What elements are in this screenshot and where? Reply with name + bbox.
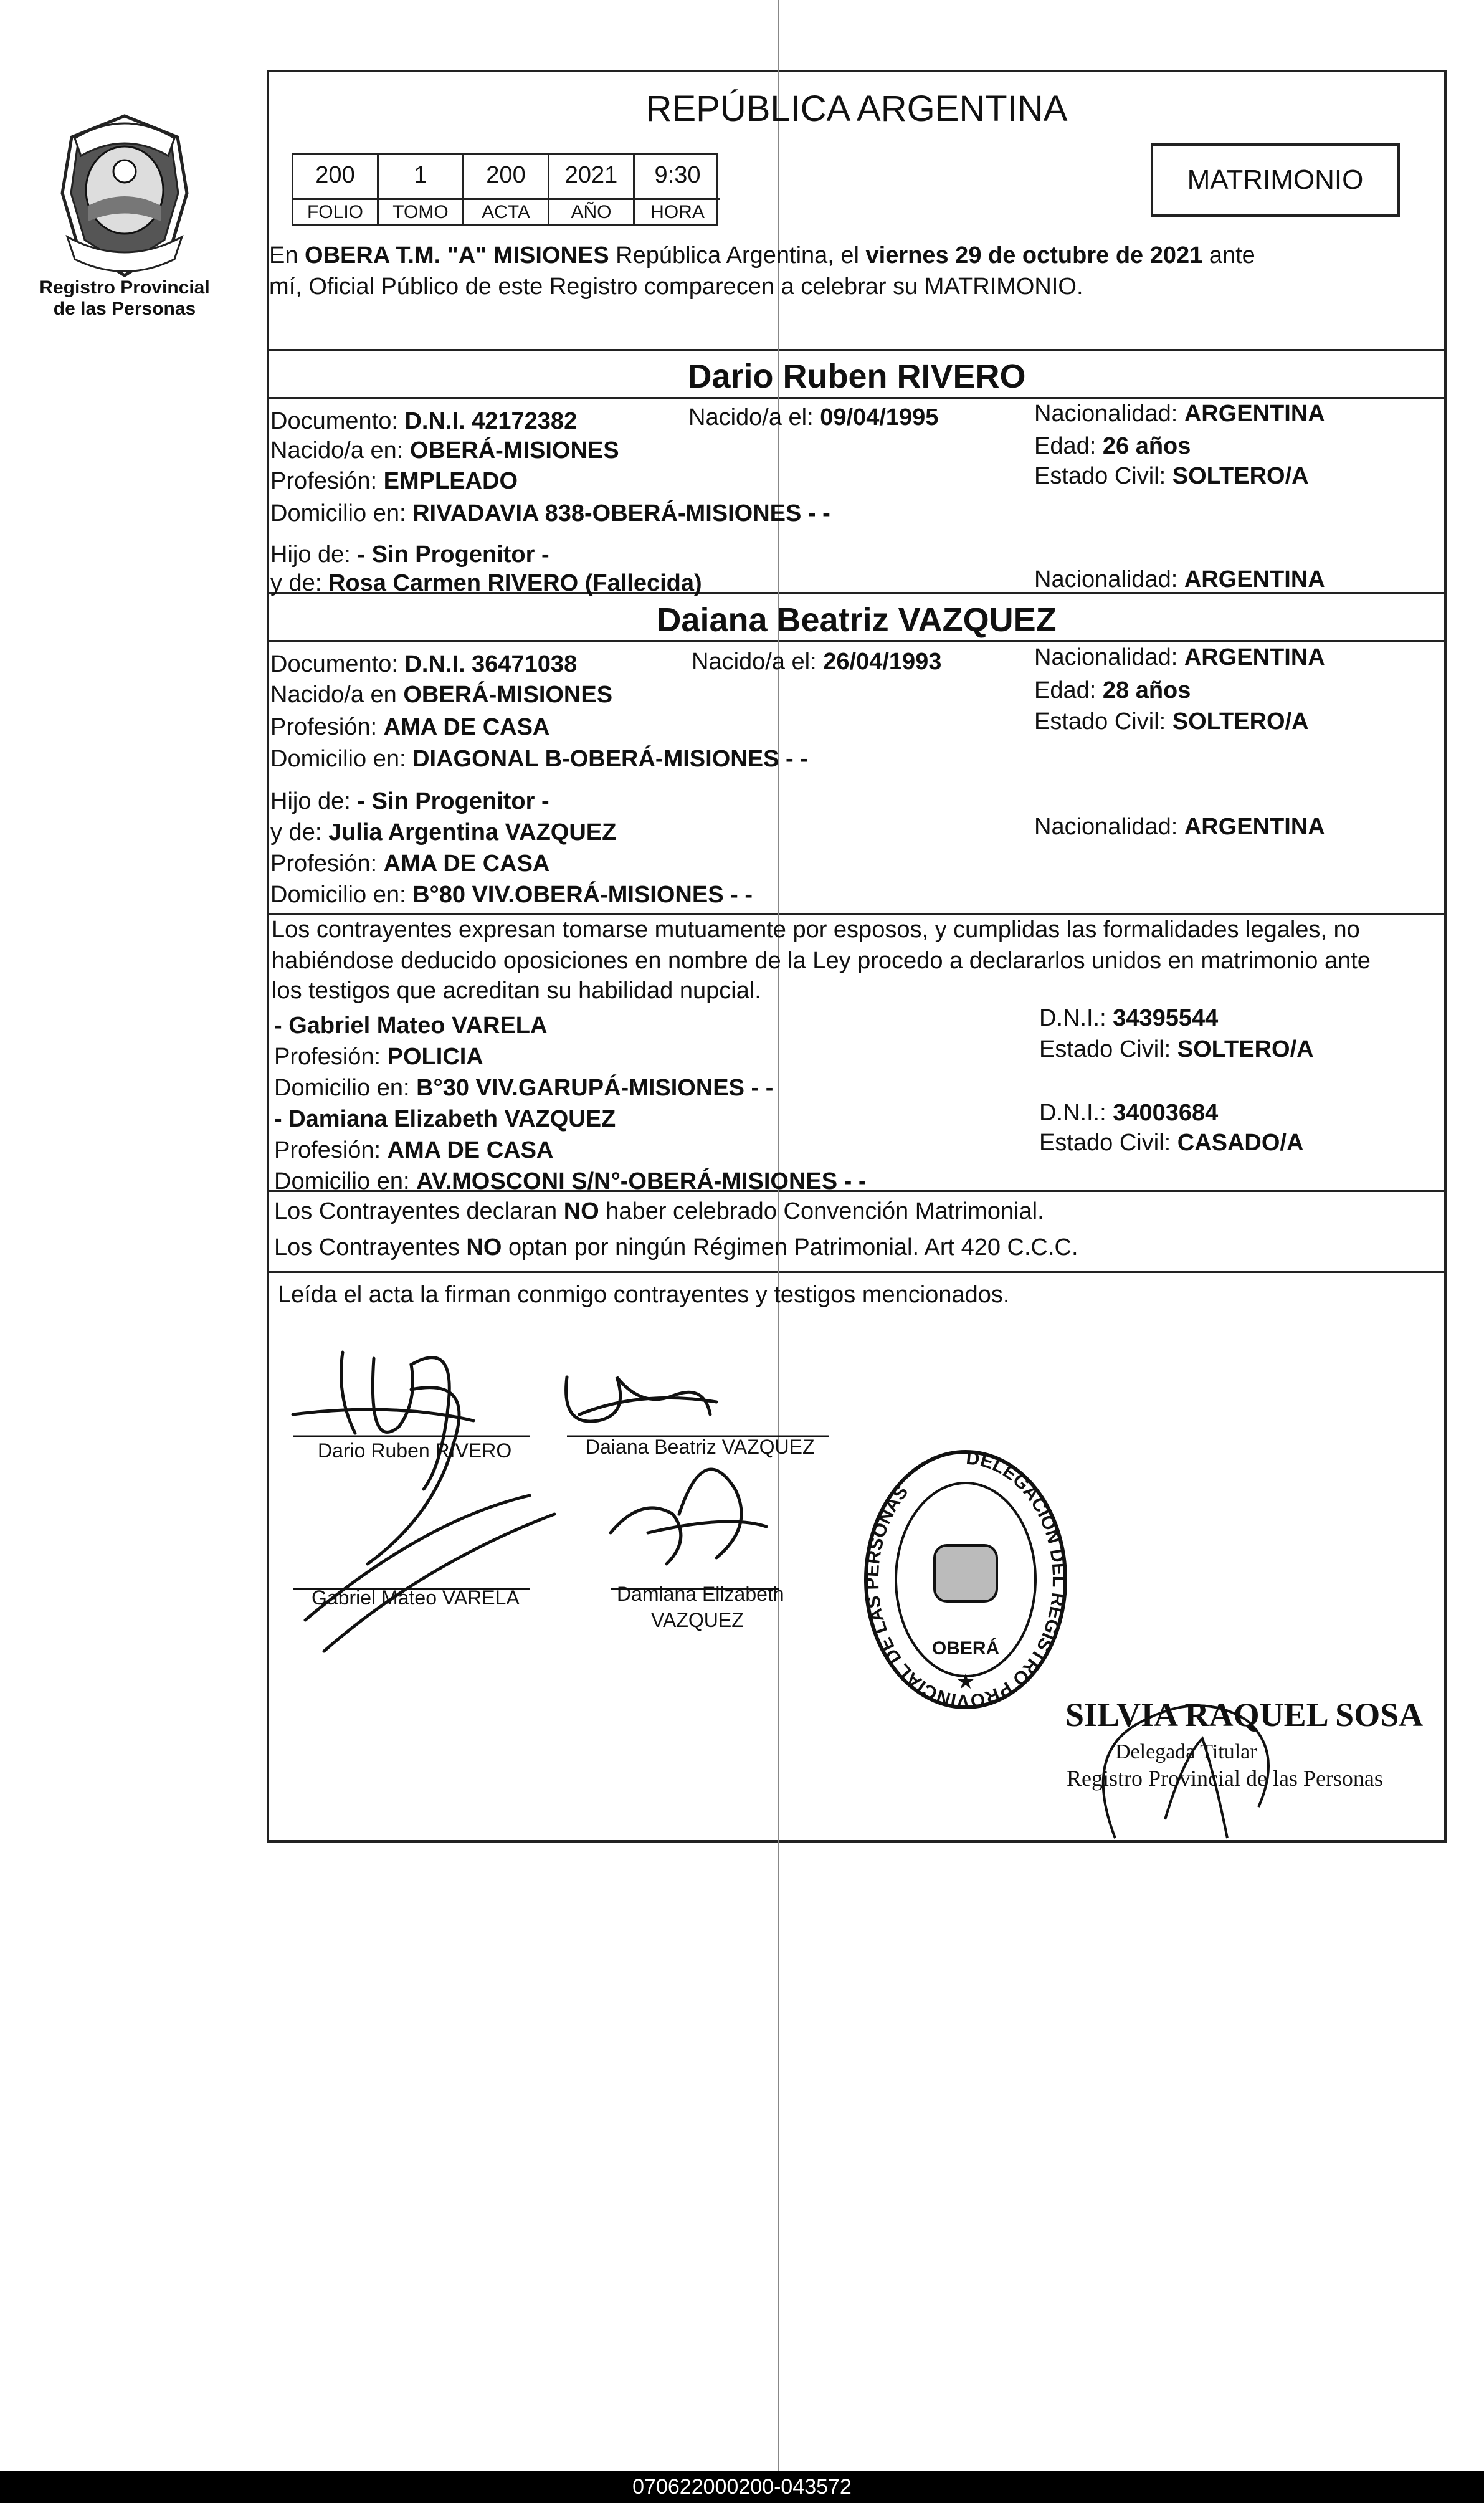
label: Nacionalidad:: [1034, 401, 1184, 427]
divider: [267, 1271, 1447, 1273]
value: AMA DE CASA: [383, 714, 550, 740]
declaration-line1: Los contrayentes expresan tomarse mutuamente por esposos, y cumplidas las formalidades legales, no: [272, 917, 1360, 943]
spouse2-domicilio2: [270, 881, 753, 908]
value: ARGENTINA: [1184, 814, 1325, 840]
value: ARGENTINA: [1184, 566, 1325, 593]
value: D.N.I. 42172382: [404, 408, 578, 434]
spouse2-documento: [270, 651, 577, 678]
spouse2-profesion2: [270, 850, 549, 877]
value: D.N.I. 36471038: [404, 651, 578, 677]
registry-cell-hora: [635, 155, 720, 224]
spouse1-hijo: [270, 541, 549, 568]
registry-cell-tomo: [379, 155, 464, 224]
divider: [267, 397, 1447, 399]
text: Los Contrayentes: [274, 1234, 467, 1261]
star-icon: ★: [956, 1669, 976, 1694]
spouse2-profesion: [270, 713, 549, 741]
label: Estado Civil:: [1034, 463, 1172, 489]
label: Estado Civil:: [1039, 1130, 1177, 1156]
label: Edad:: [1034, 677, 1103, 703]
official-name: SILVIA RAQUEL SOSA: [1065, 1696, 1424, 1733]
witness2-name: - Damiana Elizabeth VAZQUEZ: [274, 1106, 616, 1132]
witness2-estado: [1039, 1129, 1303, 1156]
registry-cell-folio: [293, 155, 379, 224]
label: Profesión:: [270, 714, 384, 740]
witness2-dni: [1039, 1099, 1218, 1127]
no: NO: [466, 1234, 502, 1261]
label: Domicilio en:: [274, 1075, 417, 1101]
registry-tomo-label: TOMO: [379, 198, 462, 224]
spouse2-domicilio: [270, 745, 808, 773]
value: 34395544: [1113, 1005, 1219, 1031]
witness1-domicilio: [274, 1074, 773, 1102]
text: Los Contrayentes declaran: [274, 1198, 564, 1224]
label: Domicilio en:: [274, 1168, 417, 1194]
spouse1-nacionalidad: [1034, 400, 1325, 427]
label: Estado Civil:: [1034, 708, 1172, 735]
divider: [267, 349, 1447, 351]
label: Documento:: [270, 408, 405, 434]
value: 09/04/1995: [820, 404, 939, 431]
value: 34003684: [1113, 1100, 1219, 1126]
spouse2-nacido-en: [270, 681, 612, 708]
value: 26 años: [1102, 433, 1191, 459]
signature-label-witness1: Gabriel Mateo VARELA: [312, 1586, 520, 1609]
declaration-line3: los testigos que acreditan su habilidad nupcial.: [272, 978, 761, 1004]
stamp-center-text: OBERÁ: [931, 1638, 1000, 1659]
label: Domicilio en:: [270, 882, 413, 908]
value: SOLTERO/A: [1172, 708, 1309, 735]
spouse1-nacido-el: [688, 404, 938, 431]
spouse2-y-de: [270, 819, 616, 846]
label: Nacionalidad:: [1034, 566, 1184, 593]
label: Nacido/a el:: [692, 649, 824, 675]
label: Nacido/a el:: [688, 404, 820, 431]
label: Profesión:: [270, 851, 384, 877]
value: OBERÁ-MISIONES: [403, 682, 613, 708]
spouse1-nacido-en: [270, 437, 619, 464]
spouse2-name: Daiana Beatriz VAZQUEZ: [657, 601, 1057, 639]
registry-ano-value: 2021: [564, 162, 618, 188]
value: 26/04/1993: [823, 649, 942, 675]
intro-place: OBERA T.M. "A" MISIONES: [305, 242, 609, 269]
seal-caption-line1: Registro Provincial: [39, 277, 210, 298]
spouse1-profesion: [270, 467, 518, 495]
witness1-dni: [1039, 1004, 1218, 1032]
intro-l1-e: ante: [1202, 242, 1255, 269]
intro-l1-a: En: [269, 242, 305, 269]
value: POLICIA: [387, 1044, 483, 1070]
text: haber celebrado Convención Matrimonial.: [599, 1198, 1044, 1224]
value: ARGENTINA: [1184, 401, 1325, 427]
value: AV.MOSCONI S/N°-OBERÁ-MISIONES - -: [416, 1168, 867, 1194]
act-type-box: MATRIMONIO: [1151, 143, 1400, 217]
witness1-profesion: [274, 1043, 483, 1070]
signature-label-witness2-line2: VAZQUEZ: [651, 1609, 744, 1631]
text: optan por ningún Régimen Patrimonial. Art 420 C.C.C.: [502, 1234, 1078, 1261]
label: y de:: [270, 570, 328, 596]
label: Nacido/a en: [270, 682, 404, 708]
spouse1-domicilio: [270, 500, 830, 527]
closing-text: Leída el acta la firman conmigo contrayentes y testigos mencionados.: [278, 1282, 1010, 1308]
official-round-stamp-icon: [860, 1446, 1072, 1720]
seal-caption: [25, 277, 224, 320]
spouse1-edad: [1034, 432, 1191, 460]
spouse2-estado: [1034, 708, 1309, 735]
value: ARGENTINA: [1184, 644, 1325, 670]
value: CASADO/A: [1177, 1130, 1304, 1156]
registry-box: [292, 153, 718, 226]
value: OBERÁ-MISIONES: [409, 437, 619, 464]
registry-hora-value: 9:30: [654, 162, 701, 188]
value: Rosa Carmen RIVERO (Fallecida): [328, 570, 702, 596]
signature-label-witness2-line1: Damiana Elizabeth: [617, 1583, 784, 1605]
registry-tomo-value: 1: [414, 162, 427, 188]
value: Julia Argentina VAZQUEZ: [328, 819, 617, 846]
witness1-name: - Gabriel Mateo VARELA: [274, 1013, 548, 1039]
spouse1-y-de: [270, 570, 702, 597]
value: EMPLEADO: [383, 468, 518, 494]
label: Domicilio en:: [270, 500, 413, 527]
intro-line2: mí, Oficial Público de este Registro comparecen a celebrar su MATRIMONIO.: [269, 274, 1083, 300]
page-title: REPÚBLICA ARGENTINA: [645, 88, 1068, 129]
label: Hijo de:: [270, 541, 358, 568]
value: SOLTERO/A: [1172, 463, 1309, 489]
registry-acta-label: ACTA: [464, 198, 548, 224]
seal-caption-line2: de las Personas: [53, 298, 196, 319]
provincial-seal-icon: [50, 112, 199, 280]
signature-label-spouse1: Dario Ruben RIVERO: [318, 1439, 512, 1462]
intro-date: viernes 29 de octubre de 2021: [865, 242, 1203, 269]
spouse1-documento: [270, 408, 577, 435]
witness2-profesion: [274, 1137, 553, 1164]
value: RIVADAVIA 838-OBERÁ-MISIONES - -: [412, 500, 830, 527]
spouse2-nacionalidad2: [1034, 813, 1325, 841]
label: Profesión:: [270, 468, 384, 494]
value: DIAGONAL B-OBERÁ-MISIONES - -: [412, 746, 808, 772]
label: Nacionalidad:: [1034, 814, 1184, 840]
label: Documento:: [270, 651, 405, 677]
divider: [267, 913, 1447, 915]
value: B°80 VIV.OBERÁ-MISIONES - -: [412, 882, 753, 908]
witness2-domicilio: [274, 1168, 867, 1195]
spouse2-edad: [1034, 677, 1191, 704]
declaration-line2: habiéndose deducido oposiciones en nombre de la Ley procedo a declararlos unidos en matrimonio ante: [272, 948, 1371, 974]
label: Edad:: [1034, 433, 1103, 459]
registry-cell-ano: [549, 155, 635, 224]
intro-line1: [269, 242, 1255, 269]
label: D.N.I.:: [1039, 1100, 1113, 1126]
label: Nacionalidad:: [1034, 644, 1184, 670]
divider: [267, 640, 1447, 642]
spouse2-nacionalidad: [1034, 644, 1325, 671]
label: y de:: [270, 819, 328, 846]
label: Hijo de:: [270, 788, 358, 814]
registry-hora-label: HORA: [635, 198, 720, 224]
label: D.N.I.:: [1039, 1005, 1113, 1031]
spouse1-nacionalidad2: [1034, 566, 1325, 593]
label: Domicilio en:: [270, 746, 413, 772]
value: AMA DE CASA: [383, 851, 550, 877]
label: Estado Civil:: [1039, 1036, 1177, 1062]
regime-line2: [274, 1234, 1078, 1261]
label: Nacido/a en:: [270, 437, 410, 464]
no: NO: [563, 1198, 599, 1224]
barcode-number: 070622000200-043572: [632, 2475, 852, 2499]
signature-label-spouse2: Daiana Beatriz VAZQUEZ: [586, 1436, 815, 1458]
spouse2-hijo: [270, 788, 549, 815]
regime-line1: [274, 1198, 1044, 1225]
spouse1-name: Dario Ruben RIVERO: [687, 358, 1026, 395]
spouse2-nacido-el: [692, 648, 941, 675]
value: B°30 VIV.GARUPÁ-MISIONES - -: [416, 1075, 774, 1101]
registry-folio-label: FOLIO: [293, 198, 377, 224]
official-role: Delegada Titular: [1115, 1740, 1257, 1763]
official-org: Registro Provincial de las Personas: [1067, 1766, 1383, 1791]
intro-l1-c: República Argentina, el: [609, 242, 866, 269]
label: Profesión:: [274, 1044, 388, 1070]
value: 28 años: [1102, 677, 1191, 703]
value: AMA DE CASA: [387, 1137, 554, 1163]
signature-scribbles-icon: [268, 1327, 891, 1701]
value: - Sin Progenitor -: [357, 788, 549, 814]
label: Profesión:: [274, 1137, 388, 1163]
registry-ano-label: AÑO: [549, 198, 633, 224]
registry-folio-value: 200: [315, 162, 355, 188]
value: SOLTERO/A: [1177, 1036, 1314, 1062]
witness1-estado: [1039, 1036, 1314, 1063]
value: - Sin Progenitor -: [357, 541, 549, 568]
registry-acta-value: 200: [486, 162, 526, 188]
stamp-ring-text: DELEGACION DEL REGISTRO PROVINCIAL DE LAS PERSONAS: [862, 1447, 1070, 1712]
spouse1-estado: [1034, 462, 1309, 490]
registry-cell-acta: [464, 155, 549, 224]
